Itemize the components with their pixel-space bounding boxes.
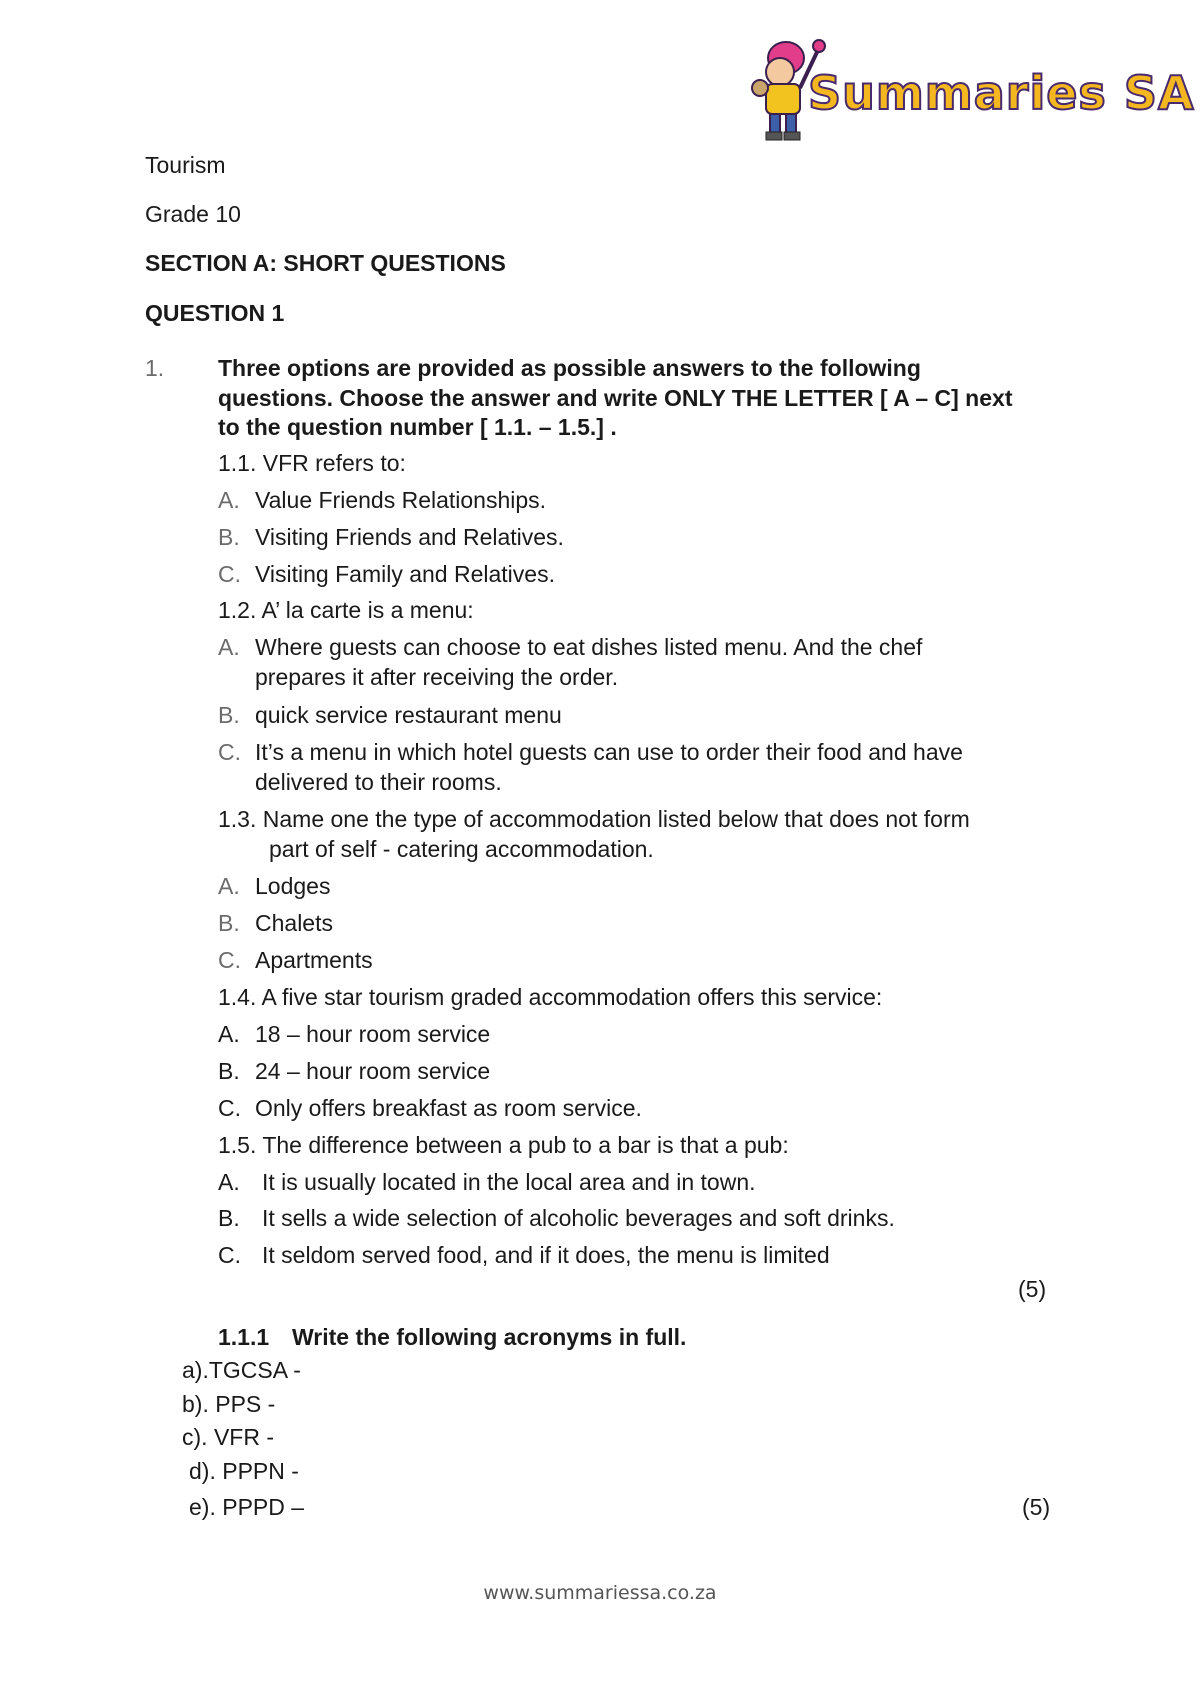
question-stem: 1.3. Name one the type of accommodation listed below that does not form — [218, 806, 970, 832]
instruction-number: 1. — [145, 355, 165, 381]
acronym-item: b). PPS - — [182, 1391, 276, 1417]
option-text: quick service restaurant menu — [255, 702, 562, 728]
acronym-heading: Write the following acronyms in full. — [292, 1324, 687, 1350]
question-stem: part of self - catering accommodation. — [269, 836, 654, 862]
option-text: Value Friends Relationships. — [255, 487, 547, 513]
option-text: delivered to their rooms. — [255, 769, 502, 795]
option-text: Visiting Friends and Relatives. — [255, 524, 564, 550]
option-letter: A. — [218, 1169, 240, 1195]
option-text: Only offers breakfast as room service. — [255, 1095, 642, 1121]
option-letter: C. — [218, 739, 241, 765]
option-text: Apartments — [255, 947, 373, 973]
instruction-line: to the question number [ 1.1. – 1.5.] . — [218, 414, 617, 440]
logo — [748, 36, 1195, 144]
option-text: Chalets — [255, 910, 333, 936]
acronym-heading-number: 1.1.1 — [218, 1324, 270, 1350]
option-letter: A. — [218, 634, 240, 660]
option-text: It sells a wide selection of alcoholic beverages and soft drinks. — [262, 1205, 895, 1231]
option-letter: C. — [218, 561, 241, 587]
question-heading: QUESTION 1 — [145, 300, 285, 326]
instruction-line: Three options are provided as possible answers to the following — [218, 355, 921, 381]
option-letter: B. — [218, 524, 240, 550]
subject-title: Tourism — [145, 152, 226, 178]
option-text: Lodges — [255, 873, 331, 899]
grade-title: Grade 10 — [145, 201, 241, 227]
option-letter: B. — [218, 702, 240, 728]
option-text: 24 – hour room service — [255, 1058, 491, 1084]
option-letter: B. — [218, 1058, 240, 1084]
option-letter: C. — [218, 1095, 241, 1121]
acronym-item: c). VFR - — [182, 1424, 274, 1450]
option-letter: A. — [218, 873, 240, 899]
option-letter: B. — [218, 1205, 240, 1231]
marks-total: (5) — [1022, 1494, 1051, 1520]
question-stem: 1.2. A’ la carte is a menu: — [218, 597, 474, 623]
instruction-line: questions. Choose the answer and write ONLY THE LETTER [ A – C] next — [218, 385, 1013, 411]
acronym-item: e). PPPD – — [189, 1494, 305, 1520]
question-stem: 1.4. A five star tourism graded accommodation offers this service: — [218, 984, 883, 1010]
marks-total: (5) — [1018, 1276, 1047, 1302]
option-letter: A. — [218, 487, 240, 513]
footer-url[interactable]: www.summariessa.co.za — [483, 1582, 717, 1604]
logo-text: Summaries SA — [808, 66, 1195, 120]
option-letter: B. — [218, 910, 240, 936]
acronym-item: d). PPPN - — [189, 1458, 299, 1484]
option-text: It’s a menu in which hotel guests can use to order their food and have — [255, 739, 963, 765]
question-stem: 1.1. VFR refers to: — [218, 450, 406, 476]
option-text: It is usually located in the local area and in town. — [262, 1169, 756, 1195]
question-stem: 1.5. The difference between a pub to a bar is that a pub: — [218, 1132, 789, 1158]
option-text: 18 – hour room service — [255, 1021, 491, 1047]
acronym-item: a).TGCSA - — [182, 1357, 301, 1383]
section-heading: SECTION A: SHORT QUESTIONS — [145, 250, 506, 276]
option-letter: C. — [218, 1242, 241, 1268]
option-letter: C. — [218, 947, 241, 973]
option-text: Where guests can choose to eat dishes listed menu. And the chef — [255, 634, 923, 660]
option-text: prepares it after receiving the order. — [255, 664, 619, 690]
option-text: Visiting Family and Relatives. — [255, 561, 555, 587]
option-letter: A. — [218, 1021, 240, 1047]
option-text: It seldom served food, and if it does, the menu is limited — [262, 1242, 830, 1268]
